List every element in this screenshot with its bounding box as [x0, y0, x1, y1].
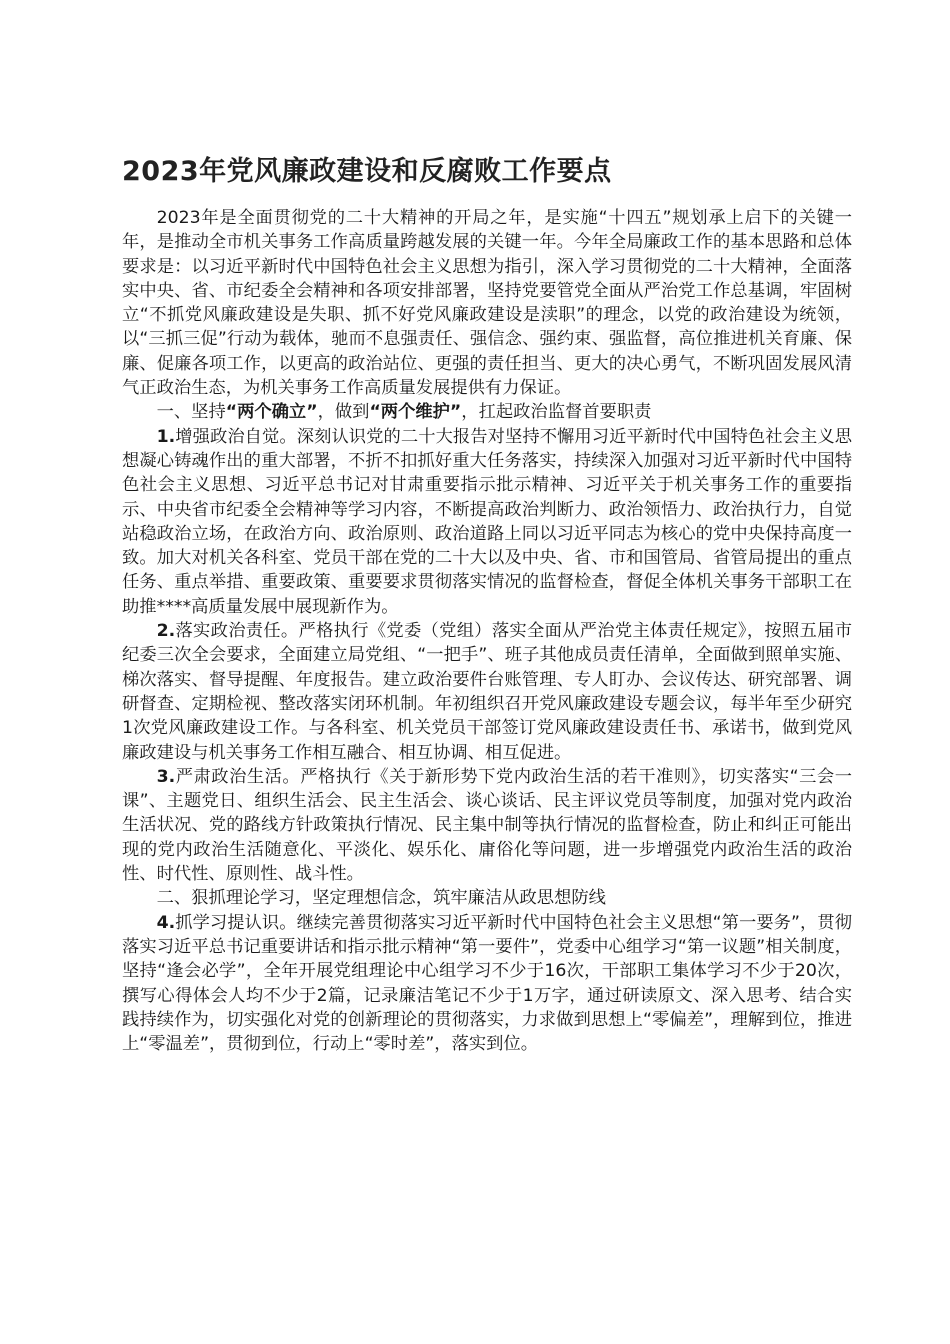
item-paragraph-3 [122, 765, 852, 886]
section1-quote-2: “两个维护” [369, 402, 462, 423]
item-text: 增强政治自觉。深刻认识党的二十大报告对坚持不懈用习近平新时代中国特色社会主义思想凝心铸魂作出的重大部署，不折不扣抓好重大任务落实，持续深入加强对习近平新时代中国特色社会主义思想、习近平总书记对甘肃重要指示批示精神、习近平关于机关事务工作的重要指示、中央省市纪委全会精神等学习内容，不断提高政治判断力、政治领悟力、政治执行力，自觉站稳政治立场，在政治方向、政治原则、政治道路上同以习近平同志为核心的党中央保持高度一致。加大对机关各科室、党员干部在党的二十大以及中央、省、市和国管局、省管局提出的重点任务、重点举措、重要政策、重要要求贯彻落实情况的监督检查，督促全体机关事务干部职工在助推****高质量发展中展现新作为。 [122, 426, 852, 617]
item-number: 1. [156, 426, 176, 447]
item-number: 3. [156, 766, 176, 787]
item-text: 落实政治责任。严格执行《党委（党组）落实全面从严治党主体责任规定》，按照五届市纪委三次全会要求，全面建立局党组、“一把手”、班子其他成员责任清单，全面做到照单实施、梯次落实、督导提醒、年度报告。建立政治要件台账管理、专人盯办、会议传达、研究部署、调研督查、定期检视、整改落实闭环机制。年初组织召开党风廉政建设专题会议，每半年至少研究1次党风廉政建设工作。与各科室、机关党员干部签订党风廉政建设责任书、承诺书，做到党风廉政建设与机关事务工作相互融合、相互协调、相互促进。 [122, 621, 852, 763]
item-paragraph-4 [122, 911, 852, 1057]
section1-prefix: 一、坚持 [156, 402, 226, 423]
section1-mid: ，做到 [317, 402, 370, 423]
section1-quote-1: “两个确立” [225, 402, 318, 423]
intro-paragraph: 2023年是全面贯彻党的二十大精神的开局之年，是实施“十四五”规划承上启下的关键一年，是推动全市机关事务工作高质量跨越发展的关键一年。今年全局廉政工作的基本思路和总体要求是：以习近平新时代中国特色社会主义思想为指引，深入学习贯彻党的二十大精神，全面落实中央、省、市纪委全会精神和各项安排部署，坚持党要管党全面从严治党工作总基调，牢固树立“不抓党风廉政建设是失职、抓不好党风廉政建设是渎职”的理念，以党的政治建设为统领，以“三抓三促”行动为载体，驰而不息强责任、强信念、强约束、强监督，高位推进机关育廉、保廉、促廉各项工作，以更高的政治站位、更强的责任担当、更大的决心勇气，不断巩固发展风清气正政治生态，为机关事务工作高质量发展提供有力保证。 [122, 208, 852, 399]
section-heading-1 [122, 400, 852, 424]
document-page [122, 152, 852, 1056]
item-number: 2. [156, 621, 176, 642]
section1-suffix: ，扛起政治监督首要职责 [461, 402, 652, 423]
item-text: 抓学习提认识。继续完善贯彻落实习近平新时代中国特色社会主义思想“第一要务”，贯彻落实习近平总书记重要讲话和指示批示精神“第一要件”，党委中心组学习“第一议题”相关制度，坚持“逢会必学”，全年开展党组理论中心组学习不少于16次，干部职工集体学习不少于20次，撰写心得体会人均不少于2篇，记录廉洁笔记不少于1万字，通过研读原文、深入思考、结合实践持续作为，切实强化对党的创新理论的贯彻落实，力求做到思想上“零偏差”，理解到位，推进上“零温差”，贯彻到位，行动上“零时差”，落实到位。 [122, 912, 852, 1055]
document-title: 2023年党风廉政建设和反腐败工作要点 [122, 156, 612, 187]
item-paragraph-2 [122, 619, 852, 765]
item-text: 严肃政治生活。严格执行《关于新形势下党内政治生活的若干准则》，切实落实“三会一课”、主题党日、组织生活会、民主生活会、谈心谈话、民主评议党员等制度，加强对党内政治生活状况、党的路线方针政策执行情况、民主集中制等执行情况的监督检查，防止和纠正可能出现的党内政治生活随意化、平淡化、娱乐化、庸俗化等问题，进一步增强党内政治生活的政治性、时代性、原则性、战斗性。 [122, 766, 852, 885]
item-paragraph-1 [122, 425, 852, 619]
item-number: 4. [156, 912, 176, 933]
section-heading-2: 二、狠抓理论学习，坚定理想信念，筑牢廉洁从政思想防线 [156, 888, 606, 909]
